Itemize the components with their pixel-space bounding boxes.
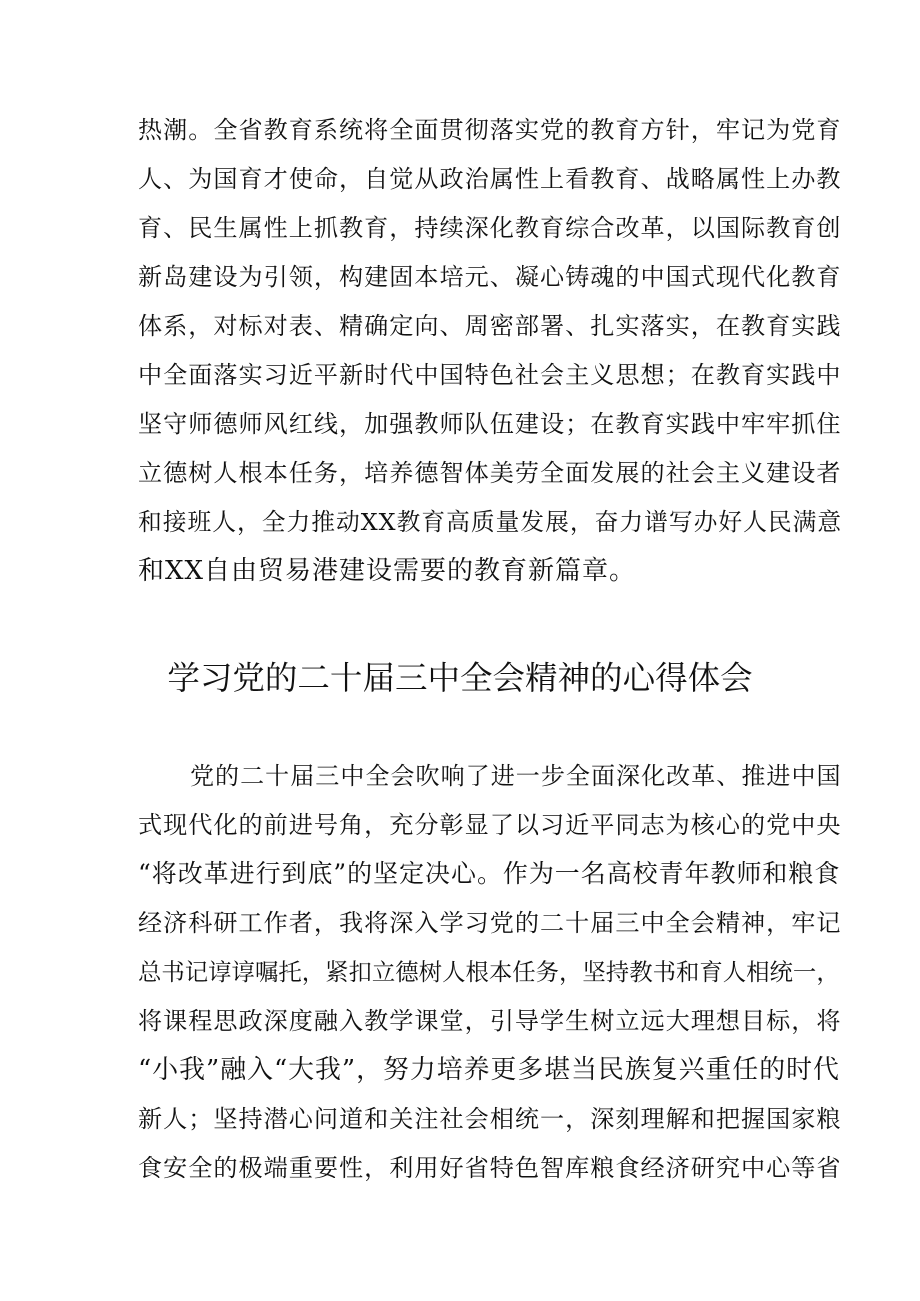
- paragraph-2-line: 将课程思政深度融入教学课堂，引导学生树立远大理想目标，将: [138, 1007, 842, 1035]
- paragraph-2-line: 式现代化的前进号角，充分彰显了以习近平同志为核心的党中央: [138, 811, 842, 839]
- paragraph-1-line: 和XX自由贸易港建设需要的教育新篇章。: [138, 556, 637, 586]
- paragraph-2-line: 食安全的极端重要性，利用好省特色智库粮食经济研究中心等省: [138, 1154, 842, 1182]
- paragraph-1-line: 体系，对标对表、精确定向、周密部署、扎实落实，在教育实践: [138, 312, 842, 340]
- paragraph-1-line: 育、民生属性上抓教育，持续深化教育综合改革，以国际教育创: [138, 214, 842, 242]
- paragraph-2-line: “将改革进行到底”的坚定决心。作为一名高校青年教师和粮食: [138, 859, 841, 888]
- paragraph-2-line: 总书记谆谆嘱托，紧扣立德树人根本任务，坚持教书和育人相统一，: [138, 958, 840, 986]
- paragraph-1-line: 中全面落实习近平新时代中国特色社会主义思想；在教育实践中: [138, 361, 842, 389]
- paragraph-2-line: “小我”融入“大我”，努力培养更多堪当民族复兴重任的时代: [138, 1055, 840, 1085]
- paragraph-2-line: 新人；坚持潜心问道和关注社会相统一，深刻理解和把握国家粮: [138, 1105, 842, 1133]
- paragraph-1-line: 人、为国育才使命，自觉从政治属性上看教育、战略属性上办教: [138, 165, 842, 193]
- paragraph-1-line: 新岛建设为引领，构建固本培元、凝心铸魂的中国式现代化教育: [138, 263, 842, 291]
- paragraph-1-line: 和接班人，全力推动XX教育高质量发展，奋力谱写办好人民满意: [138, 508, 843, 536]
- paragraph-2-line: 经济科研工作者，我将深入学习党的二十届三中全会精神，牢记: [138, 909, 842, 937]
- paragraph-1-line: 热潮。全省教育系统将全面贯彻落实党的教育方针，牢记为党育: [138, 116, 842, 144]
- paragraph-1-line: 立德树人根本任务，培养德智体美劳全面发展的社会主义建设者: [138, 459, 842, 487]
- paragraph-1-line: 坚守师德师风红线，加强教师队伍建设；在教育实践中牢牢抓住: [138, 410, 842, 438]
- paragraph-2-line: 党的二十届三中全会吹响了进一步全面深化改革、推进中国: [190, 762, 842, 790]
- section-title: 学习党的二十届三中全会精神的心得体会: [167, 659, 753, 697]
